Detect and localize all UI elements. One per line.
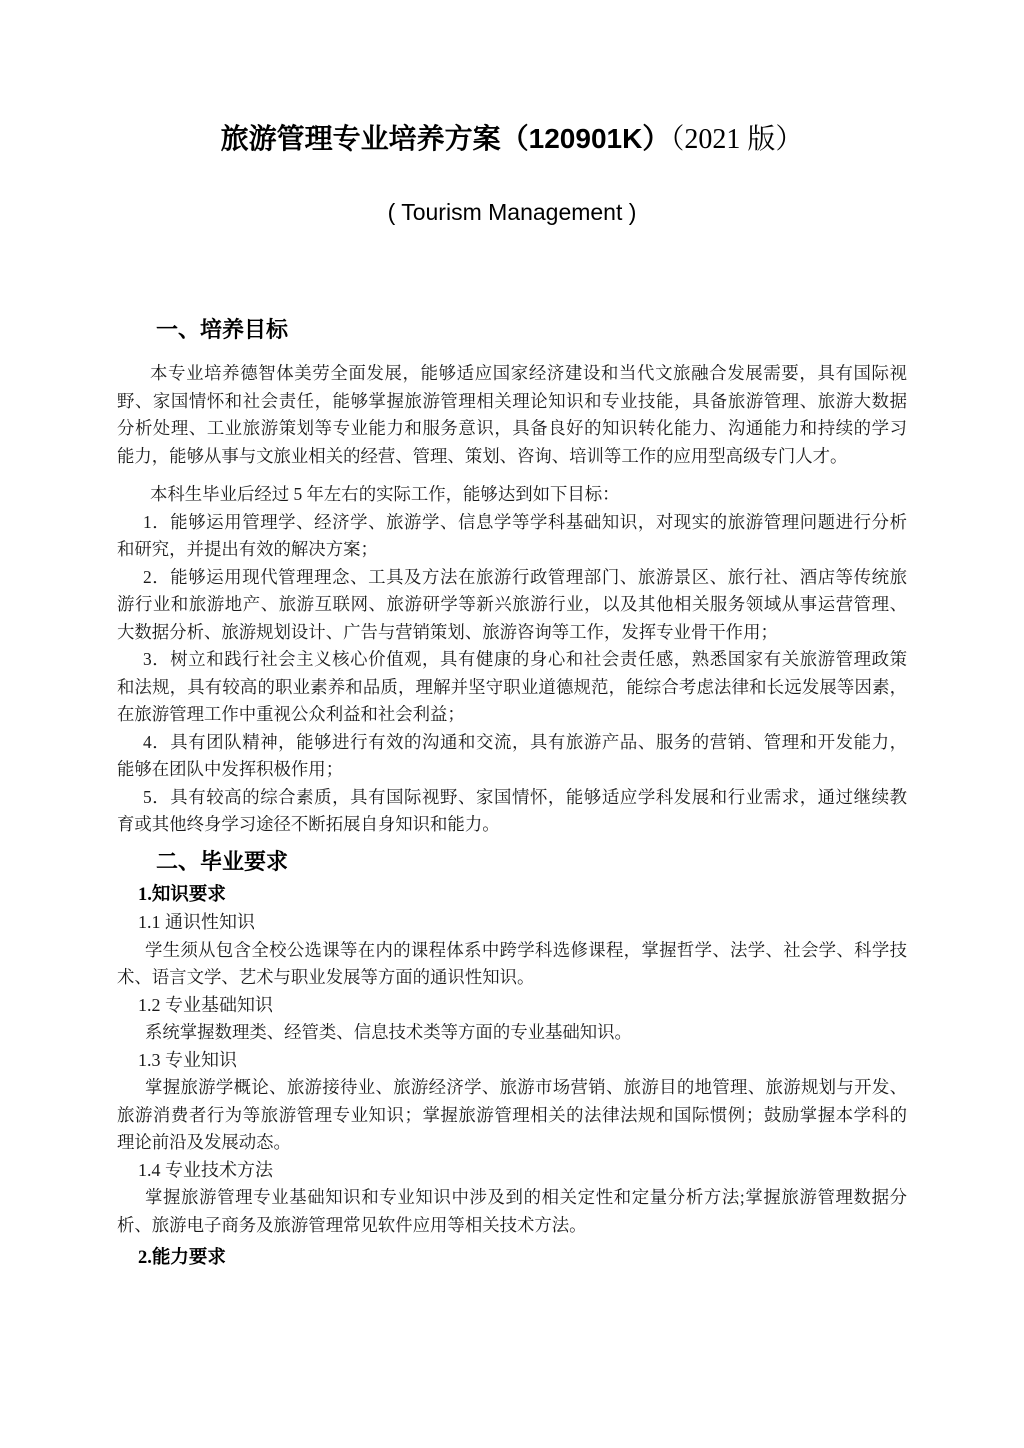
text-line: 4．具有团队精神，能够进行有效的沟通和交流，具有旅游产品、服务的营销、管理和开发能力， (143, 731, 907, 752)
list-item-1 (117, 509, 907, 564)
text-line: 1．能够运用管理学、经济学、旅游学、信息学等学科基础知识，对现实的旅游管理问题进行分析 (143, 511, 907, 532)
text-line: 野、家国情怀和社会责任，能够掌握旅游管理相关理论知识和专业技能，具备旅游管理、旅游大数据 (117, 390, 907, 411)
list-item-2 (117, 564, 907, 647)
section-graduation-requirements (117, 848, 907, 1273)
text-line: 和法规，具有较高的职业素养和品质，理解并坚守职业道德规范，能综合考虑法律和长远发展等因素， (117, 676, 907, 697)
subsection-1-4-heading: 1.4 专业技术方法 (138, 1159, 273, 1180)
subsection-1-2-heading: 1.2 专业基础知识 (138, 994, 273, 1015)
text-line: 系统掌握数理类、经管类、信息技术类等方面的专业基础知识。 (145, 1022, 632, 1042)
ability-requirements-heading: 2.能力要求 (138, 1248, 226, 1268)
paragraph-1-3 (117, 1074, 907, 1157)
text-line: 能够在团队中发挥积极作用； (117, 759, 344, 779)
text-line: 分析处理、工业旅游策划等专业能力和服务意识，具备良好的知识转化能力、沟通能力和持续的学习 (117, 418, 907, 438)
list-item-3 (117, 646, 907, 729)
text-line: 术、语言文学、艺术与职业发展等方面的通识性知识。 (117, 967, 535, 987)
knowledge-requirements-heading: 1.知识要求 (138, 884, 226, 905)
paragraph-overview (117, 360, 907, 470)
paragraph-1-2 (117, 1019, 907, 1047)
text-line: 掌握旅游学概论、旅游接待业、旅游经济学、旅游市场营销、旅游目的地管理、旅游规划与开发、 (145, 1077, 907, 1097)
subsection-1-1-heading: 1.1 通识性知识 (138, 912, 255, 932)
paragraph-goals-intro (117, 481, 907, 509)
text-line: 析、旅游电子商务及旅游管理常见软件应用等相关技术方法。 (117, 1214, 587, 1235)
subsection-1-3-heading: 1.3 专业知识 (138, 1049, 237, 1070)
section-2-heading: 二、毕业要求 (156, 848, 289, 874)
list-item-4 (117, 729, 907, 784)
document-subtitle-en: ( Tourism Management ) (387, 199, 637, 225)
document-title (117, 122, 907, 157)
text-line: 游行业和旅游地产、旅游互联网、旅游研学等新兴旅游行业，以及其他相关服务领域从事运营管理、 (117, 594, 907, 614)
text-line: 理论前沿及发展动态。 (117, 1132, 291, 1152)
text-line: 大数据分析、旅游规划设计、广告与营销策划、旅游咨询等工作，发挥专业骨干作用； (117, 621, 778, 642)
text-line: 3．树立和践行社会主义核心价值观，具有健康的身心和社会责任感，熟悉国家有关旅游管理政策 (143, 649, 907, 669)
text-line: 和研究，并提出有效的解决方案； (117, 539, 378, 559)
paragraph-1-1 (117, 937, 907, 992)
text-line: 在旅游管理工作中重视公众利益和社会利益； (117, 704, 465, 724)
text-line: 能力，能够从事与文旅业相关的经营、管理、策划、咨询、培训等工作的应用型高级专门人才。 (117, 445, 848, 466)
text-line: 旅游消费者行为等旅游管理专业知识；掌握旅游管理相关的法律法规和国际惯例；鼓励掌握本学科的 (117, 1104, 907, 1125)
text-line: 学生须从包含全校公选课等在内的课程体系中跨学科选修课程，掌握哲学、法学、社会学、科学技 (145, 939, 907, 960)
text-line: 2．能够运用现代管理理念、工具及方法在旅游行政管理部门、旅游景区、旅行社、酒店等传统旅 (143, 566, 907, 587)
section-training-objectives (117, 316, 907, 839)
section-1-heading: 一、培养目标 (156, 317, 289, 342)
title-block (117, 122, 907, 226)
text-line: 掌握旅游管理专业基础知识和专业知识中涉及到的相关定性和定量分析方法;掌握旅游管理数据分 (145, 1187, 907, 1207)
list-item-5 (117, 784, 907, 839)
text-line: 本专业培养德智体美劳全面发展，能够适应国家经济建设和当代文旅融合发展需要，具有国际视 (150, 363, 907, 383)
text-line: 5．具有较高的综合素质，具有国际视野、家国情怀，能够适应学科发展和行业需求，通过继续教 (143, 786, 907, 807)
title-main-text: 旅游管理专业培养方案（120901K） (220, 123, 671, 154)
text-line: 本科生毕业后经过 5 年左右的实际工作，能够达到如下目标： (150, 484, 620, 504)
title-version-text: （2021 版） (670, 124, 804, 155)
paragraph-1-4 (117, 1184, 907, 1239)
text-line: 育或其他终身学习途径不断拓展自身知识和能力。 (117, 814, 500, 834)
